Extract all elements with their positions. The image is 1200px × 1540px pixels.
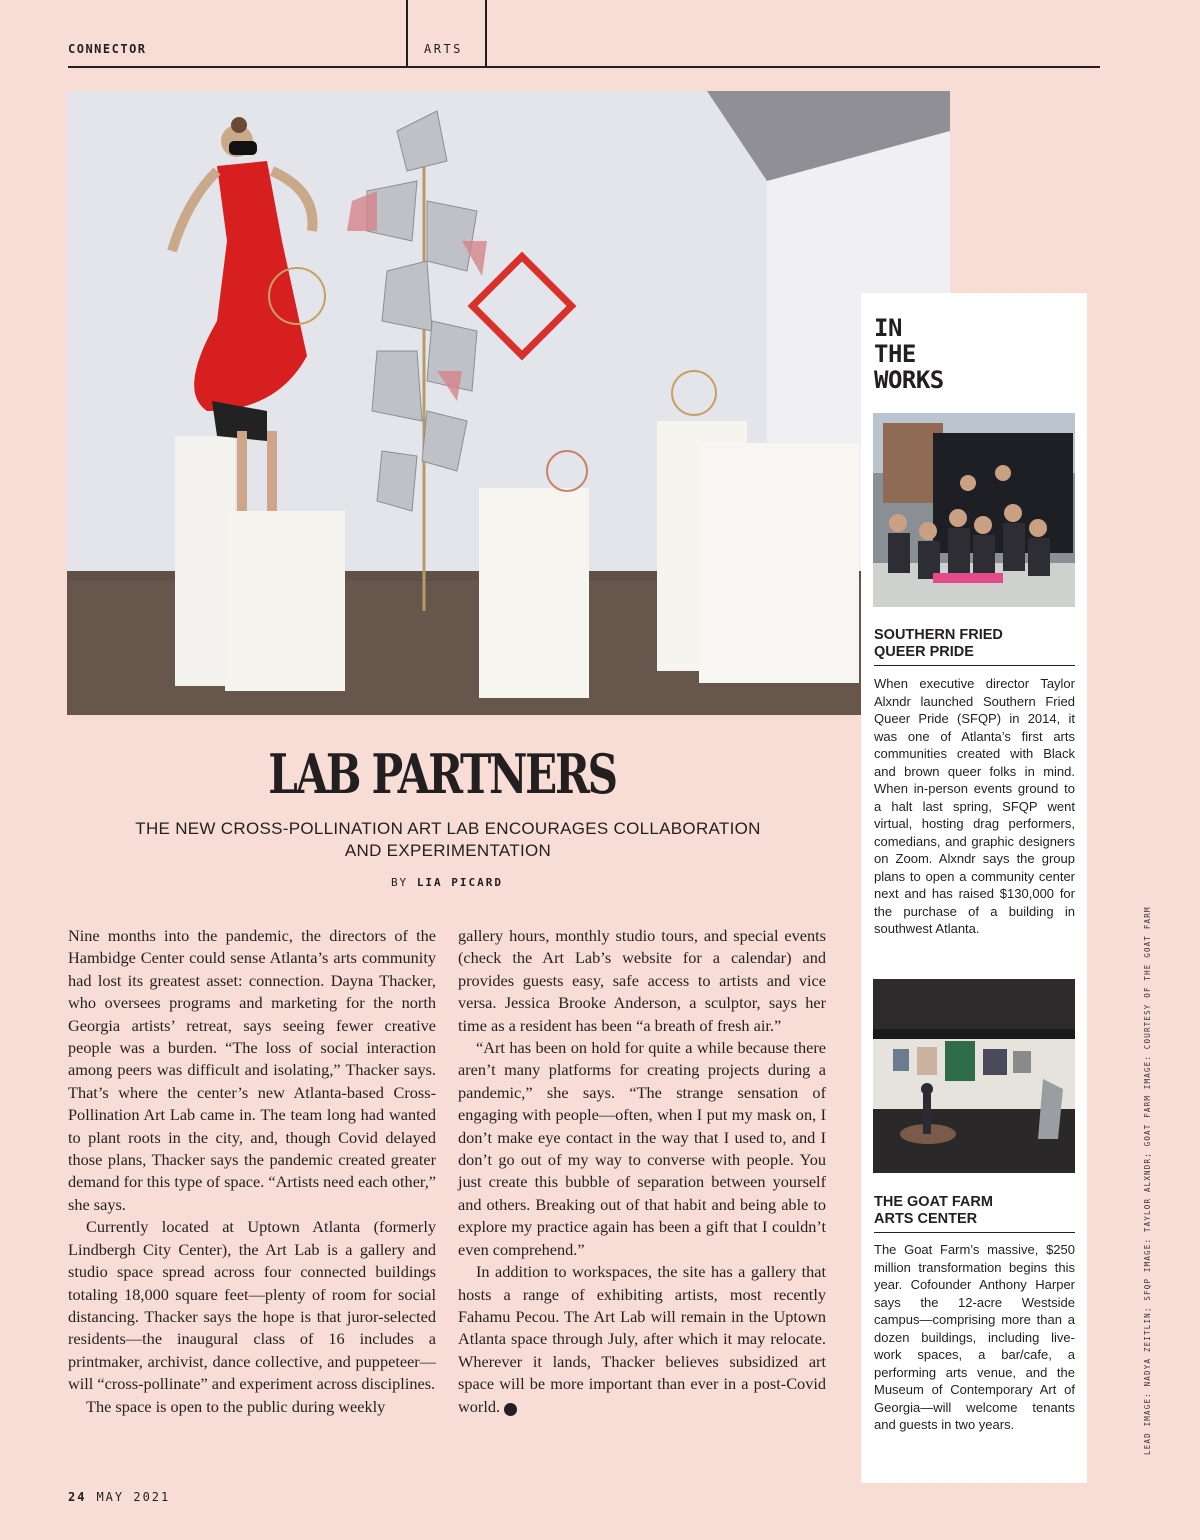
body-paragraph: The space is open to the public during weekly <box>86 1396 386 1416</box>
header-rule <box>68 66 1100 68</box>
body-column-left <box>68 925 436 1418</box>
body-paragraph: Nine months into the pandemic, the directors of the Hambidge Center could sense Atlanta’s arts community had lost its greatest asset: connection. Dayna Thacker, who oversees programs and marketing for the north Georgia artists’ retreat, says seeing fewer creative people was a burden. “The loss of social interaction among peers was difficult and isolating,” Thacker says. That’s where the center’s new Atlanta-based Cross-Pollination Art Lab came in. The team long had wanted to plant roots in the city, and, though Covid delayed those plans, Thacker says the pandemic created greater demand for this type of space. “Artists need each other,” she says. <box>68 926 436 1214</box>
folio <box>68 1490 170 1504</box>
lead-photo-illustration <box>67 91 950 715</box>
body-paragraph-text: In addition to workspaces, the site has a gallery that hosts a range of exhibiting artists, most recently Fahamu Pecou. The Art Lab will remain in the Uptown Atlanta space through July, after which it may relocate. Wherever it lands, Thacker believes subsidized art space will be more important than ever in a post-Covid world. <box>458 1262 826 1416</box>
issue-date: MAY 2021 <box>96 1490 171 1504</box>
article-headline: LAB PARTNERS <box>268 742 616 806</box>
sidebar-item-heading <box>874 1194 1075 1233</box>
sidebar-title <box>874 315 944 393</box>
goat-farm-photo <box>873 979 1075 1173</box>
body-paragraph: gallery hours, monthly studio tours, and special events (check the Art Lab’s website for a calendar) and provides guests easy, safe access to artists and vice versa. Jessica Brooke Anderson, a sculptor, says her time as a resident has been “a breath of fresh air.” <box>458 926 826 1035</box>
lead-photo <box>67 91 950 715</box>
sidebar-item-heading-line: THE GOAT FARM <box>874 1194 993 1210</box>
end-mark-icon: A <box>504 1403 517 1416</box>
header-divider <box>485 0 487 66</box>
sidebar-item-text: When executive director Taylor Alxndr launched Southern Fried Queer Pride (SFQP) in 2014, it was one of Atlanta’s first arts communities created with Black and brown queer folks in mind. When in-person events ground to a halt last spring, SFQP went virtual, hosting drag performers, comedians, and graphic designers on Zoom. Alxndr says the group plans to open a community center next and has raised $130,000 for the purchase of a building in southwest Atlanta. <box>874 676 1075 936</box>
goat-farm-photo-illustration <box>873 979 1075 1173</box>
sidebar-title-line: WORKS <box>874 366 944 394</box>
category-label: ARTS <box>424 42 463 56</box>
body-paragraph: Currently located at Uptown Atlanta (formerly Lindbergh City Center), the Art Lab is a gallery and studio space spread across four connected buildings totaling 18,000 square feet—plenty of room for social distancing. Thacker says the hope is that juror-selected residents—the inaugural class of 16 includes a printmaker, archivist, dance collective, and puppeteer—will “cross-pollinate” and experiment across disciplines. <box>68 1217 436 1394</box>
byline-prefix: BY <box>390 876 409 889</box>
page-number: 24 <box>68 1490 87 1504</box>
sidebar-in-the-works <box>861 293 1087 1483</box>
sidebar-title-line: THE <box>874 340 916 368</box>
sidebar-item-text: The Goat Farm’s massive, $250 million transformation begins this year. Cofounder Anthony Harper says the 12-acre Westside campus—comprising more than a dozen buildings, including live-work spaces, a bar/cafe, a performing arts venue, and the Museum of Contemporary Art of Georgia—will welcome tenants and guests in two years. <box>874 1242 1075 1432</box>
article-dek: THE NEW CROSS-POLLINATION ART LAB ENCOURAGES COLLABORATION AND EXPERIMENTATION <box>135 819 761 860</box>
body-paragraph: “Art has been on hold for quite a while because there aren’t many platforms for creating projects during a pandemic,” she says. “The strange sensation of engaging with people—often, when I put my mask on, I don’t make eye contact in the way that I used to, and I don’t go out of my way to converse with people. You just create this bubble of separation between yourself and others. Breaking out of that habit and being able to explore my practice again has been a gift that I couldn’t even comprehend.” <box>458 1038 826 1259</box>
body-column-right <box>458 925 826 1418</box>
sidebar-title-line: IN <box>874 314 902 342</box>
sidebar-item-heading-line: QUEER PRIDE <box>874 644 974 660</box>
sfqp-photo <box>873 413 1075 607</box>
sidebar-item-heading-line: SOUTHERN FRIED <box>874 627 1003 643</box>
header-divider <box>406 0 408 66</box>
sidebar-item-heading <box>874 627 1075 666</box>
byline-author: LIA PICARD <box>416 876 504 889</box>
section-label: CONNECTOR <box>68 42 147 56</box>
sidebar-item-heading-line: ARTS CENTER <box>874 1211 978 1227</box>
byline <box>67 876 827 889</box>
sfqp-photo-illustration <box>873 413 1075 607</box>
body-paragraph-last <box>458 1261 826 1418</box>
photo-credits: LEAD IMAGE: NADYA ZEITLIN; SFQP IMAGE: TAYLOR ALXNDR; GOAT FARM IMAGE: COURTESY OF THE GOAT FARM <box>1143 906 1152 1455</box>
